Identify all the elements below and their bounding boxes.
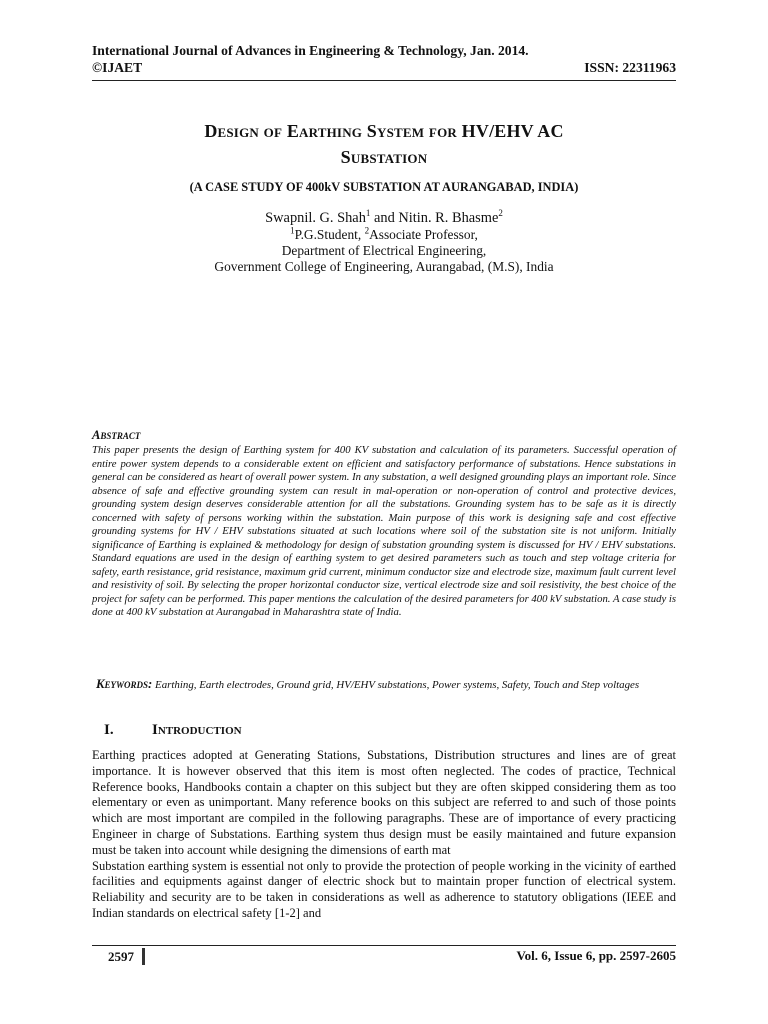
paper-page	[92, 0, 676, 1024]
role-1: P.G.Student,	[294, 227, 365, 242]
title-line-2: Substation	[340, 147, 428, 167]
page-number-bar	[142, 948, 145, 965]
page-number: 2597	[108, 949, 134, 964]
header-rule	[92, 80, 676, 81]
publisher-mark: ©IJAET	[92, 60, 143, 75]
author-2-sup: 2	[498, 208, 503, 219]
abstract-heading: Abstract	[92, 428, 141, 442]
section-heading-introduction	[92, 722, 242, 739]
keywords-label: Keywords:	[96, 677, 153, 691]
volume-info: Vol. 6, Issue 6, pp. 2597-2605	[516, 948, 676, 963]
author-2: Nitin. R. Bhasme	[398, 210, 499, 226]
journal-name: International Journal of Advances in Engineering & Technology, Jan. 2014.	[92, 43, 529, 58]
role-2-sup: 2	[364, 225, 370, 236]
issn: ISSN: 22311963	[584, 60, 676, 75]
paper-subtitle: (A CASE STUDY OF 400kV SUBSTATION AT AURANGABAD, INDIA)	[189, 180, 579, 194]
running-header	[92, 42, 676, 76]
intro-paragraph-1: Earthing practices adopted at Generating Stations, Substations, Distribution structures and lines are of great importance. It is however observed that this item is most often neglected. The codes of practice, Technical Reference books, Handbooks contain a chapter on this subject but they are often skipped considering them as too elementary or even as unimportant. Many reference books on this subject are referred to and such of those points which are most important are compiled in the following paragraphs. These are of importance of every practicing Engineer in charge of Substations. Earthing system thus design must be easily maintained and future expansion must be taken into account while designing the dimensions of earth mat	[92, 748, 676, 857]
author-1-sup: 1	[365, 208, 371, 219]
department: Department of Electrical Engineering,	[281, 243, 487, 258]
role-1-sup: 1	[290, 225, 295, 236]
keywords-text: Earthing, Earth electrodes, Ground grid, HV/EHV substations, Power systems, Safety, Touch and Step voltages	[152, 679, 640, 691]
section-title: Introduction	[152, 722, 242, 738]
role-2: Associate Professor,	[369, 227, 478, 242]
introduction-body	[92, 748, 676, 922]
intro-paragraph-2: Substation earthing system is essential not only to provide the protection of people working in the vicinity of earthed facilities and equipments against danger of electric shock but to maintain proper function of electrical system. Reliability and security are to be taken in considerations as well as adherence to statutory obligations (IEEE and Indian standards on electrical safety [1-2] and	[92, 858, 676, 920]
running-footer	[92, 948, 676, 965]
page-number-block	[92, 948, 145, 965]
keywords	[92, 677, 676, 692]
abstract-body: This paper presents the design of Earthing system for 400 KV substation and calculation of its parameters. Successful operation of entire power system depends to a considerable extent on efficient and satisfactory performance of substations. Hence substations in general can be considered as heart of overall power system. In any substation, a well designed grounding plays an important role. Since absence of safe and effective grounding system can result in mal-operation or non-operation of control and protective devices, grounding system design deserves considerable attention for all the substations. Grounding system has to be safe as it is directly concerned with safety of persons working within the substation. Main purpose of this work is designing safe and cost effective grounding systems for HV / EHV substations situated at such locations where soil of the substation site is not uniform. Initially significance of Earthing is explained & methodology for design of substation grounding system is discussed for HV / EHV substations. Standard equations are used in the design of earthing system to get desired parameters such as touch and step voltage criteria for safety, earth resistance, grid resistance, maximum grid current, minimum conductor size and electrode size, maximum fault current level and resistivity of soil. By selecting the proper horizontal conductor size, vertical electrode size and soil resistivity, the best choice of the project for safety can be performed. This paper mentions the calculation of the desired parameters for 400 kV substation. A case study is done at 400 kV substation at Aurangabad in Maharashtra state of India.	[92, 444, 676, 618]
title-line-1: Design of Earthing System for HV/EHV AC	[204, 121, 564, 141]
author-roles	[92, 227, 676, 243]
college: Government College of Engineering, Aurangabad, (M.S), India	[214, 259, 554, 274]
author-1: Swapnil. G. Shah	[265, 210, 366, 226]
footer-rule	[92, 945, 676, 946]
author-conjunction: and	[374, 210, 395, 226]
paper-title	[92, 118, 676, 170]
author-names	[92, 209, 676, 227]
author-block	[92, 209, 676, 275]
section-number: I.	[104, 722, 114, 738]
